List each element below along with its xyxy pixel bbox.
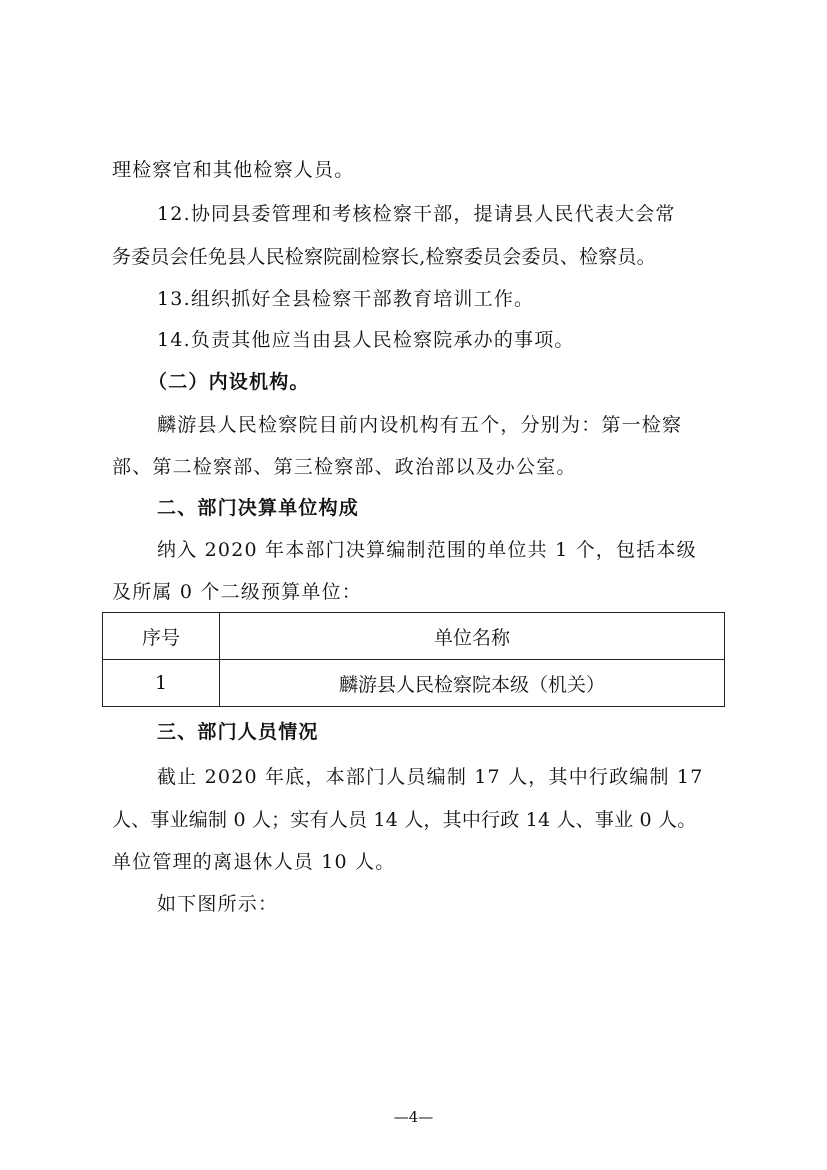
- item-12-line-2: 务委员会任免县人民检察院副检察长,检察委员会委员、检察员。: [112, 246, 656, 268]
- internal-orgs-line-2: 部、第二检察部、第三检察部、政治部以及办公室。: [112, 456, 577, 478]
- page-number: —4—: [393, 1108, 434, 1126]
- staffing-line-1: 截止 2020 年底，本部门人员编制 17 人，其中行政编制 17: [157, 766, 704, 788]
- section-heading-2: 二、部门决算单位构成: [157, 497, 360, 519]
- table-header-row: [103, 613, 725, 660]
- section-heading-3: 三、部门人员情况: [157, 721, 319, 743]
- item-14: 14.负责其他应当由县人民检察院承办的事项。: [157, 329, 575, 351]
- header-seq: 序号: [103, 613, 220, 660]
- paragraph-line: 理检察官和其他检察人员。: [112, 159, 355, 181]
- cell-unit-name: 麟游县人民检察院本级（机关）: [220, 660, 725, 707]
- internal-orgs-line-1: 麟游县人民检察院目前内设机构有五个，分别为：第一检察: [157, 414, 683, 436]
- cell-seq: 1: [103, 660, 220, 707]
- item-12-line-1: 12.协同县委管理和考核检察干部，提请县人民代表大会常: [157, 203, 676, 225]
- unit-composition-line-1: 纳入 2020 年本部门决算编制范围的单位共 1 个，包括本级: [157, 539, 697, 561]
- figure-intro: 如下图所示：: [157, 893, 279, 915]
- header-unit-name: 单位名称: [220, 613, 725, 660]
- staffing-line-3: 单位管理的离退休人员 10 人。: [112, 851, 396, 873]
- staffing-line-2: 人、事业编制 0 人；实有人员 14 人，其中行政 14 人、事业 0 人。: [112, 809, 697, 831]
- unit-composition-line-2: 及所属 0 个二级预算单位：: [112, 581, 362, 603]
- item-13: 13.组织抓好全县检察干部教育培训工作。: [157, 288, 535, 310]
- table-row: [103, 660, 725, 707]
- unit-table: [102, 612, 725, 707]
- section-heading-internal-orgs: （二）内设机构。: [148, 371, 310, 393]
